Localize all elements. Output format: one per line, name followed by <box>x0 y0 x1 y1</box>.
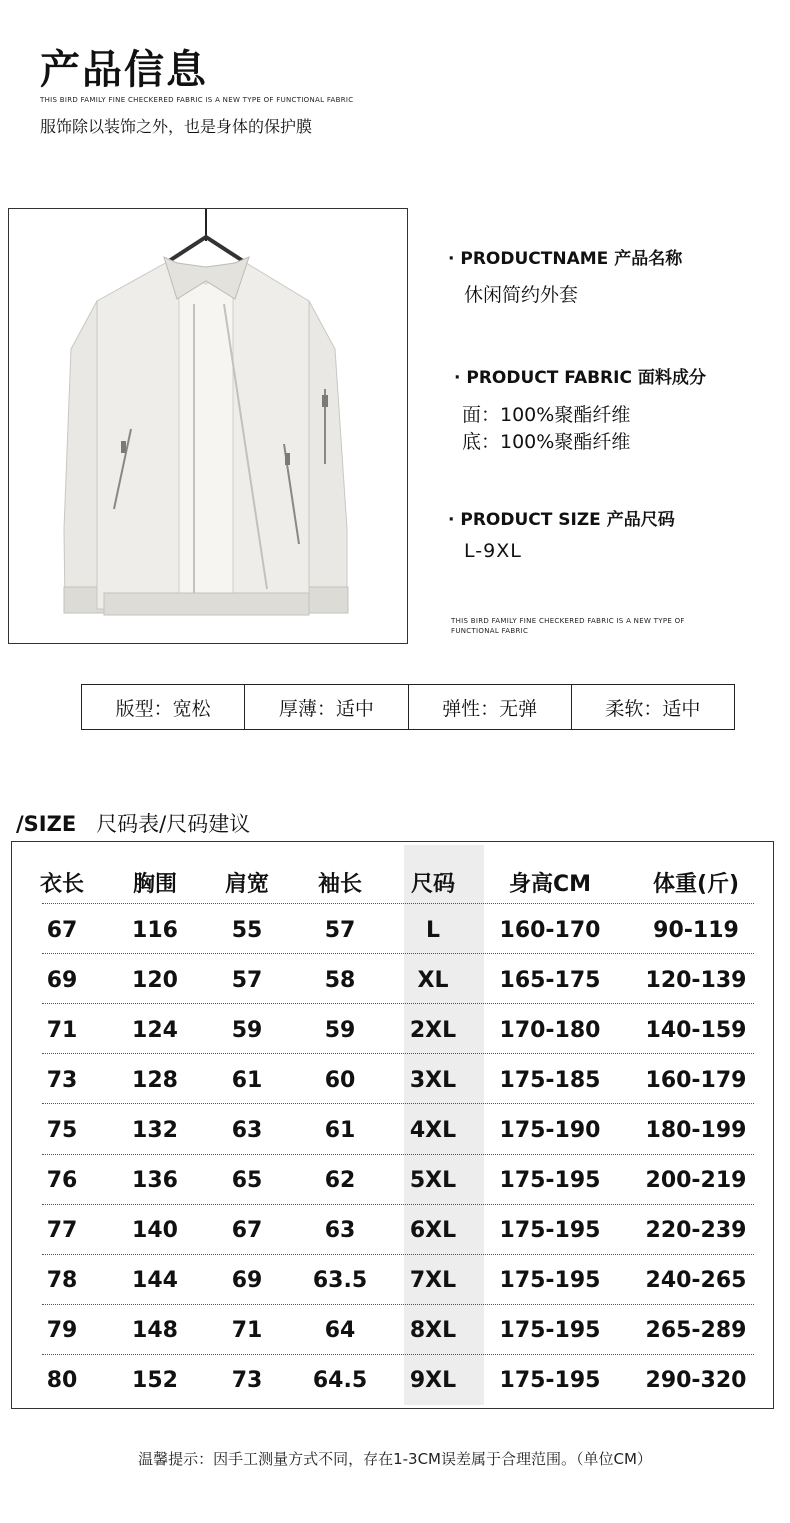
cell-length: 77 <box>46 1218 78 1244</box>
cell-sleeve: 64.5 <box>312 1368 368 1394</box>
cell-size: 4XL <box>409 1117 457 1143</box>
row-divider <box>42 1154 754 1155</box>
table-row <box>12 1359 773 1403</box>
table-row <box>12 1058 773 1102</box>
cell-height: 175-195 <box>499 1318 601 1344</box>
cell-height: 175-195 <box>499 1368 601 1394</box>
cell-shoulder: 71 <box>231 1318 263 1344</box>
cell-shoulder: 55 <box>231 917 263 943</box>
cell-length: 79 <box>46 1318 78 1344</box>
cell-weight: 140-159 <box>645 1017 747 1043</box>
header-length: 衣长 <box>39 871 85 897</box>
product-name-value: 休闲简约外套 <box>464 284 579 306</box>
cell-sleeve: 64 <box>324 1318 356 1344</box>
footer-note: 温馨提示：因手工测量方式不同，存在1-3CM误差属于合理范围。（单位CM） <box>138 1450 652 1468</box>
product-size-value: L-9XL <box>464 540 522 562</box>
cell-height: 175-190 <box>499 1117 601 1143</box>
cell-height: 175-185 <box>499 1067 601 1093</box>
header-weight: 体重(斤) <box>652 871 740 897</box>
cell-size: 7XL <box>409 1268 457 1294</box>
header-chest: 胸围 <box>132 871 178 897</box>
cell-shoulder: 65 <box>231 1168 263 1193</box>
cell-height: 165-175 <box>499 967 601 993</box>
cell-chest: 148 <box>132 1318 178 1344</box>
cell-weight: 180-199 <box>645 1117 747 1143</box>
cell-sleeve: 57 <box>324 917 356 943</box>
cell-weight: 120-139 <box>645 967 747 993</box>
cell-length: 78 <box>46 1268 78 1294</box>
cell-shoulder: 57 <box>231 967 263 993</box>
cell-size: 5XL <box>409 1168 457 1193</box>
attribute-softness: 柔软：适中 <box>605 697 701 720</box>
cell-chest: 140 <box>132 1218 178 1244</box>
table-row <box>12 908 773 952</box>
size-section-title <box>16 808 250 838</box>
cell-shoulder: 73 <box>231 1368 263 1394</box>
header-sleeve: 袖长 <box>317 871 363 897</box>
attribute-thickness: 厚薄：适中 <box>245 685 408 729</box>
product-name-heading: · PRODUCTNAME 产品名称 <box>448 249 683 269</box>
cell-length: 73 <box>46 1067 78 1093</box>
cell-length: 67 <box>46 917 78 943</box>
cell-sleeve: 59 <box>324 1017 356 1043</box>
cell-chest: 152 <box>132 1368 178 1394</box>
cell-height: 175-195 <box>499 1218 601 1244</box>
cell-size: L <box>425 917 441 943</box>
cell-height: 175-195 <box>499 1168 601 1193</box>
cell-chest: 128 <box>132 1067 178 1093</box>
cell-size: 9XL <box>409 1368 457 1394</box>
cell-length: 69 <box>46 967 78 993</box>
table-row <box>12 958 773 1002</box>
cell-length: 71 <box>46 1017 78 1043</box>
cell-length: 75 <box>46 1117 78 1143</box>
attribute-table <box>81 684 735 730</box>
cell-size: XL <box>417 967 449 993</box>
cell-length: 80 <box>46 1368 78 1394</box>
row-divider <box>42 953 754 954</box>
size-label-chinese: 尺码表/尺码建议 <box>96 812 251 836</box>
row-divider <box>42 1003 754 1004</box>
product-photo <box>8 208 408 644</box>
size-label-english: /SIZE <box>16 812 77 836</box>
cell-height: 170-180 <box>499 1017 601 1043</box>
product-fabric-heading: · PRODUCT FABRIC 面料成分 <box>454 368 706 388</box>
cell-sleeve: 62 <box>324 1168 356 1193</box>
cell-shoulder: 69 <box>231 1268 263 1294</box>
cell-weight: 200-219 <box>645 1168 747 1193</box>
attribute-fit: 版型：宽松 <box>82 685 245 729</box>
jacket-illustration <box>9 209 408 644</box>
cell-weight: 240-265 <box>645 1268 747 1294</box>
cell-weight: 90-119 <box>653 917 739 943</box>
cell-shoulder: 67 <box>231 1218 263 1244</box>
cell-shoulder: 61 <box>231 1067 263 1093</box>
table-row <box>12 1309 773 1353</box>
row-divider <box>42 903 754 904</box>
cell-height: 175-195 <box>499 1268 601 1294</box>
cell-chest: 116 <box>132 917 178 943</box>
fabric-outer-value: 面：100%聚酯纤维 <box>462 404 631 426</box>
cell-weight: 220-239 <box>645 1218 747 1244</box>
cell-chest: 132 <box>132 1117 178 1143</box>
subtitle-english: THIS BIRD FAMILY FINE CHECKERED FABRIC IS A NEW TYPE OF FUNCTIONAL FABRIC <box>40 96 354 104</box>
cell-weight: 290-320 <box>645 1368 747 1394</box>
row-divider <box>42 1103 754 1104</box>
cell-sleeve: 60 <box>324 1067 356 1093</box>
cell-length: 76 <box>46 1168 78 1193</box>
row-divider <box>42 1354 754 1355</box>
table-row <box>12 1008 773 1052</box>
table-header-row <box>12 860 773 904</box>
header-size: 尺码 <box>410 871 456 897</box>
table-row <box>12 1108 773 1152</box>
product-size-heading: · PRODUCT SIZE 产品尺码 <box>448 510 675 530</box>
cell-chest: 120 <box>132 967 178 993</box>
row-divider <box>42 1204 754 1205</box>
cell-sleeve: 58 <box>324 967 356 993</box>
cell-size: 3XL <box>409 1067 457 1093</box>
attribute-elasticity: 弹性：无弹 <box>409 685 572 729</box>
row-divider <box>42 1304 754 1305</box>
cell-chest: 124 <box>132 1017 178 1043</box>
table-row <box>12 1159 773 1203</box>
page-title: 产品信息 <box>40 47 208 93</box>
cell-weight: 265-289 <box>645 1318 747 1344</box>
header-height: 身高CM <box>508 871 592 897</box>
row-divider <box>42 1053 754 1054</box>
table-row <box>12 1209 773 1253</box>
cell-chest: 144 <box>132 1268 178 1294</box>
size-table <box>11 841 774 1409</box>
fabric-lining-value: 底：100%聚酯纤维 <box>462 431 631 453</box>
cell-sleeve: 63.5 <box>312 1268 368 1294</box>
table-row <box>12 1259 773 1303</box>
cell-shoulder: 59 <box>231 1017 263 1043</box>
cell-weight: 160-179 <box>645 1067 747 1093</box>
cell-height: 160-170 <box>499 917 601 943</box>
subtitle-chinese: 服饰除以装饰之外，也是身体的保护膜 <box>40 117 313 136</box>
row-divider <box>42 1254 754 1255</box>
cell-shoulder: 63 <box>231 1117 263 1143</box>
cell-sleeve: 63 <box>324 1218 356 1244</box>
header-shoulder: 肩宽 <box>224 871 270 897</box>
cell-size: 8XL <box>409 1318 457 1344</box>
cell-size: 6XL <box>409 1218 457 1244</box>
cell-size: 2XL <box>409 1017 457 1043</box>
cell-sleeve: 61 <box>324 1117 356 1143</box>
tagline-english: THIS BIRD FAMILY FINE CHECKERED FABRIC IS A NEW TYPE OF FUNCTIONAL FABRIC <box>451 617 685 635</box>
cell-chest: 136 <box>132 1168 178 1193</box>
